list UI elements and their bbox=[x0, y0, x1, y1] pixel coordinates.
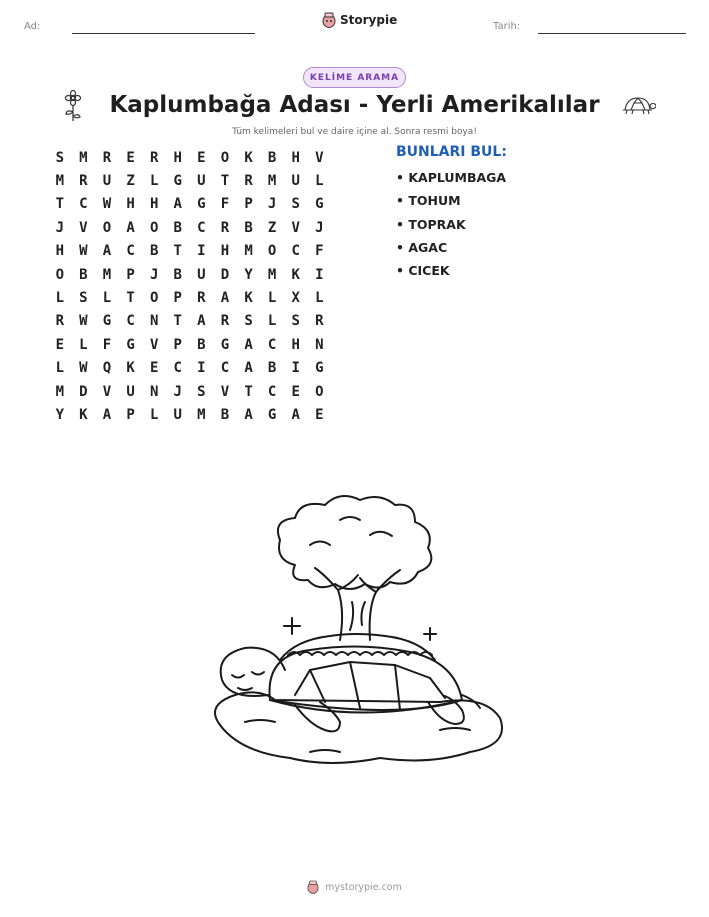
grid-cell[interactable]: B bbox=[220, 406, 230, 423]
grid-cell[interactable]: A bbox=[244, 406, 253, 423]
word-search-grid[interactable] bbox=[48, 146, 331, 427]
grid-cell[interactable]: C bbox=[267, 336, 277, 353]
grid-cell[interactable]: H bbox=[55, 243, 65, 260]
grid-cell[interactable]: Y bbox=[244, 266, 253, 283]
grid-cell[interactable]: C bbox=[126, 243, 135, 260]
grid-cell[interactable]: E bbox=[55, 336, 65, 353]
grid-cell[interactable]: I bbox=[197, 360, 206, 377]
storypie-mascot-icon bbox=[307, 880, 319, 894]
grid-cell[interactable]: V bbox=[315, 149, 324, 166]
grid-cell[interactable]: E bbox=[126, 149, 135, 166]
grid-cell[interactable]: B bbox=[197, 336, 206, 353]
grid-cell[interactable]: P bbox=[173, 290, 182, 307]
grid-cell[interactable]: L bbox=[102, 290, 112, 307]
word-list-item: • KAPLUMBAGA bbox=[396, 170, 507, 185]
grid-cell[interactable]: O bbox=[102, 219, 112, 236]
word-list-title: BUNLARI BUL: bbox=[396, 144, 507, 160]
grid-cell[interactable]: T bbox=[244, 383, 253, 400]
grid-cell[interactable]: S bbox=[79, 290, 88, 307]
grid-cell[interactable]: W bbox=[79, 313, 88, 330]
grid-cell[interactable]: V bbox=[149, 336, 159, 353]
grid-cell[interactable]: T bbox=[55, 196, 65, 213]
grid-cell[interactable]: L bbox=[149, 173, 159, 190]
grid-cell[interactable]: K bbox=[244, 149, 253, 166]
grid-cell[interactable]: R bbox=[55, 313, 65, 330]
grid-cell[interactable]: Y bbox=[55, 406, 65, 423]
grid-cell[interactable]: J bbox=[315, 219, 324, 236]
grid-cell[interactable]: P bbox=[126, 266, 135, 283]
grid-cell[interactable]: A bbox=[220, 290, 230, 307]
grid-cell[interactable]: S bbox=[291, 313, 300, 330]
grid-cell[interactable]: A bbox=[244, 360, 253, 377]
grid-cell[interactable]: T bbox=[173, 243, 182, 260]
footer-url[interactable]: mystorypie.com bbox=[325, 881, 402, 893]
grid-cell[interactable]: H bbox=[291, 149, 300, 166]
grid-cell[interactable]: O bbox=[267, 243, 277, 260]
grid-cell[interactable]: I bbox=[197, 243, 206, 260]
grid-cell[interactable]: P bbox=[173, 336, 182, 353]
grid-cell[interactable]: E bbox=[315, 406, 324, 423]
grid-cell[interactable]: R bbox=[197, 290, 206, 307]
grid-cell[interactable]: O bbox=[149, 290, 159, 307]
word-list-item: • TOHUM bbox=[396, 193, 461, 209]
instructions: Tüm kelimeleri bul ve daire içine al. Sonra resmi boya! bbox=[232, 127, 477, 137]
grid-cell[interactable]: A bbox=[291, 406, 300, 423]
grid-cell[interactable]: T bbox=[126, 290, 135, 307]
grid-cell[interactable]: A bbox=[102, 243, 112, 260]
grid-cell[interactable]: M bbox=[267, 266, 277, 283]
grid-cell[interactable]: I bbox=[291, 360, 300, 377]
grid-cell[interactable]: V bbox=[220, 383, 230, 400]
grid-cell[interactable]: P bbox=[126, 406, 135, 423]
grid-cell[interactable]: S bbox=[55, 149, 65, 166]
grid-cell[interactable]: R bbox=[220, 219, 230, 236]
grid-cell[interactable]: D bbox=[79, 383, 88, 400]
grid-cell[interactable]: C bbox=[220, 360, 230, 377]
grid-cell[interactable]: L bbox=[267, 313, 277, 330]
grid-cell[interactable]: H bbox=[173, 149, 182, 166]
grid-cell[interactable]: R bbox=[102, 149, 112, 166]
word-list-item: • TOPRAK bbox=[396, 216, 466, 232]
name-field-line[interactable] bbox=[72, 33, 255, 34]
grid-cell[interactable]: J bbox=[55, 219, 65, 236]
storypie-mascot-icon bbox=[322, 12, 336, 28]
grid-cell[interactable]: M bbox=[267, 173, 277, 190]
grid-cell[interactable]: U bbox=[197, 266, 206, 283]
grid-cell[interactable]: H bbox=[291, 336, 300, 353]
grid-cell[interactable]: K bbox=[244, 290, 253, 307]
grid-cell[interactable]: V bbox=[79, 219, 88, 236]
grid-cell[interactable]: H bbox=[220, 243, 230, 260]
grid-cell[interactable]: S bbox=[244, 313, 253, 330]
grid-cell[interactable]: V bbox=[102, 383, 112, 400]
grid-cell[interactable]: G bbox=[315, 196, 324, 213]
word-list-item: • CICEK bbox=[396, 263, 450, 279]
grid-cell[interactable]: M bbox=[55, 383, 65, 400]
grid-cell[interactable]: U bbox=[291, 173, 300, 190]
grid-cell[interactable]: J bbox=[149, 266, 159, 283]
grid-cell[interactable]: G bbox=[102, 313, 112, 330]
grid-cell[interactable]: K bbox=[291, 266, 300, 283]
grid-cell[interactable]: V bbox=[291, 219, 300, 236]
grid-cell[interactable]: O bbox=[55, 266, 65, 283]
grid-cell[interactable]: E bbox=[197, 149, 206, 166]
grid-cell[interactable]: C bbox=[197, 219, 206, 236]
grid-cell[interactable]: I bbox=[315, 266, 324, 283]
grid-cell[interactable]: U bbox=[173, 406, 182, 423]
grid-cell[interactable]: T bbox=[220, 173, 230, 190]
grid-cell[interactable]: H bbox=[149, 196, 159, 213]
grid-cell[interactable]: G bbox=[315, 360, 324, 377]
grid-cell[interactable]: U bbox=[126, 383, 135, 400]
grid-cell[interactable]: L bbox=[149, 406, 159, 423]
grid-cell[interactable]: R bbox=[149, 149, 159, 166]
grid-cell[interactable]: A bbox=[126, 219, 135, 236]
grid-cell[interactable]: G bbox=[197, 196, 206, 213]
grid-cell[interactable]: O bbox=[315, 383, 324, 400]
grid-cell[interactable]: C bbox=[126, 313, 135, 330]
grid-cell[interactable]: W bbox=[79, 243, 88, 260]
grid-cell[interactable]: D bbox=[220, 266, 230, 283]
grid-cell[interactable]: A bbox=[197, 313, 206, 330]
grid-cell[interactable]: P bbox=[244, 196, 253, 213]
date-field-line[interactable] bbox=[538, 33, 686, 34]
grid-cell[interactable]: R bbox=[315, 313, 324, 330]
grid-cell[interactable]: B bbox=[149, 243, 159, 260]
grid-cell[interactable]: J bbox=[173, 383, 182, 400]
grid-cell[interactable]: O bbox=[149, 219, 159, 236]
grid-cell[interactable]: C bbox=[291, 243, 300, 260]
grid-cell[interactable]: U bbox=[102, 173, 112, 190]
grid-cell[interactable]: L bbox=[315, 290, 324, 307]
grid-cell[interactable]: L bbox=[267, 290, 277, 307]
page-header bbox=[0, 0, 709, 50]
name-label: Ad: bbox=[24, 21, 41, 32]
grid-cell[interactable]: A bbox=[244, 336, 253, 353]
page-title: Kaplumbağa Adası - Yerli Amerikalılar bbox=[109, 92, 600, 118]
grid-cell[interactable]: J bbox=[267, 196, 277, 213]
page-footer bbox=[0, 880, 709, 894]
grid-cell[interactable]: T bbox=[173, 313, 182, 330]
grid-cell[interactable]: B bbox=[267, 149, 277, 166]
grid-cell[interactable]: B bbox=[244, 219, 253, 236]
grid-cell[interactable]: L bbox=[79, 336, 88, 353]
grid-cell[interactable]: M bbox=[197, 406, 206, 423]
grid-cell[interactable]: Q bbox=[102, 360, 112, 377]
grid-cell[interactable]: O bbox=[220, 149, 230, 166]
grid-cell[interactable]: G bbox=[267, 406, 277, 423]
grid-cell[interactable]: W bbox=[79, 360, 88, 377]
grid-cell[interactable]: E bbox=[291, 383, 300, 400]
grid-cell[interactable]: B bbox=[173, 219, 182, 236]
grid-cell[interactable]: S bbox=[291, 196, 300, 213]
grid-cell[interactable]: L bbox=[55, 290, 65, 307]
grid-cell[interactable]: B bbox=[173, 266, 182, 283]
grid-cell[interactable]: C bbox=[267, 383, 277, 400]
grid-cell[interactable]: A bbox=[173, 196, 182, 213]
grid-cell[interactable]: W bbox=[102, 196, 112, 213]
grid-cell[interactable]: R bbox=[220, 313, 230, 330]
grid-cell[interactable]: Z bbox=[126, 173, 135, 190]
grid-cell[interactable]: E bbox=[149, 360, 159, 377]
grid-cell[interactable]: B bbox=[79, 266, 88, 283]
grid-cell[interactable]: R bbox=[79, 173, 88, 190]
puzzle-type-badge: KELİME ARAMA bbox=[303, 67, 406, 88]
grid-cell[interactable]: H bbox=[126, 196, 135, 213]
grid-cell[interactable]: M bbox=[79, 149, 88, 166]
grid-cell[interactable]: N bbox=[149, 383, 159, 400]
grid-cell[interactable]: C bbox=[79, 196, 88, 213]
grid-cell[interactable]: F bbox=[220, 196, 230, 213]
grid-cell[interactable]: G bbox=[126, 336, 135, 353]
grid-cell[interactable]: N bbox=[315, 336, 324, 353]
grid-cell[interactable]: F bbox=[102, 336, 112, 353]
grid-cell[interactable]: U bbox=[197, 173, 206, 190]
grid-cell[interactable]: L bbox=[55, 360, 65, 377]
grid-cell[interactable]: K bbox=[79, 406, 88, 423]
grid-cell[interactable]: C bbox=[173, 360, 182, 377]
grid-cell[interactable]: Z bbox=[267, 219, 277, 236]
grid-cell[interactable]: S bbox=[197, 383, 206, 400]
grid-cell[interactable]: G bbox=[173, 173, 182, 190]
grid-cell[interactable]: M bbox=[244, 243, 253, 260]
grid-cell[interactable]: N bbox=[149, 313, 159, 330]
grid-cell[interactable]: A bbox=[102, 406, 112, 423]
grid-cell[interactable]: R bbox=[244, 173, 253, 190]
grid-cell[interactable]: X bbox=[291, 290, 300, 307]
brand-name: Storypie bbox=[340, 13, 398, 27]
word-list bbox=[396, 144, 507, 286]
turtle-tree-illustration[interactable] bbox=[200, 490, 510, 770]
grid-cell[interactable]: L bbox=[315, 173, 324, 190]
date-label: Tarih: bbox=[493, 21, 521, 32]
grid-cell[interactable]: B bbox=[267, 360, 277, 377]
grid-cell[interactable]: M bbox=[102, 266, 112, 283]
grid-cell[interactable]: G bbox=[220, 336, 230, 353]
grid-cell[interactable]: F bbox=[315, 243, 324, 260]
word-list-item: • AGAC bbox=[396, 239, 448, 255]
storypie-logo bbox=[322, 12, 397, 28]
grid-cell[interactable]: K bbox=[126, 360, 135, 377]
grid-cell[interactable]: M bbox=[55, 173, 65, 190]
